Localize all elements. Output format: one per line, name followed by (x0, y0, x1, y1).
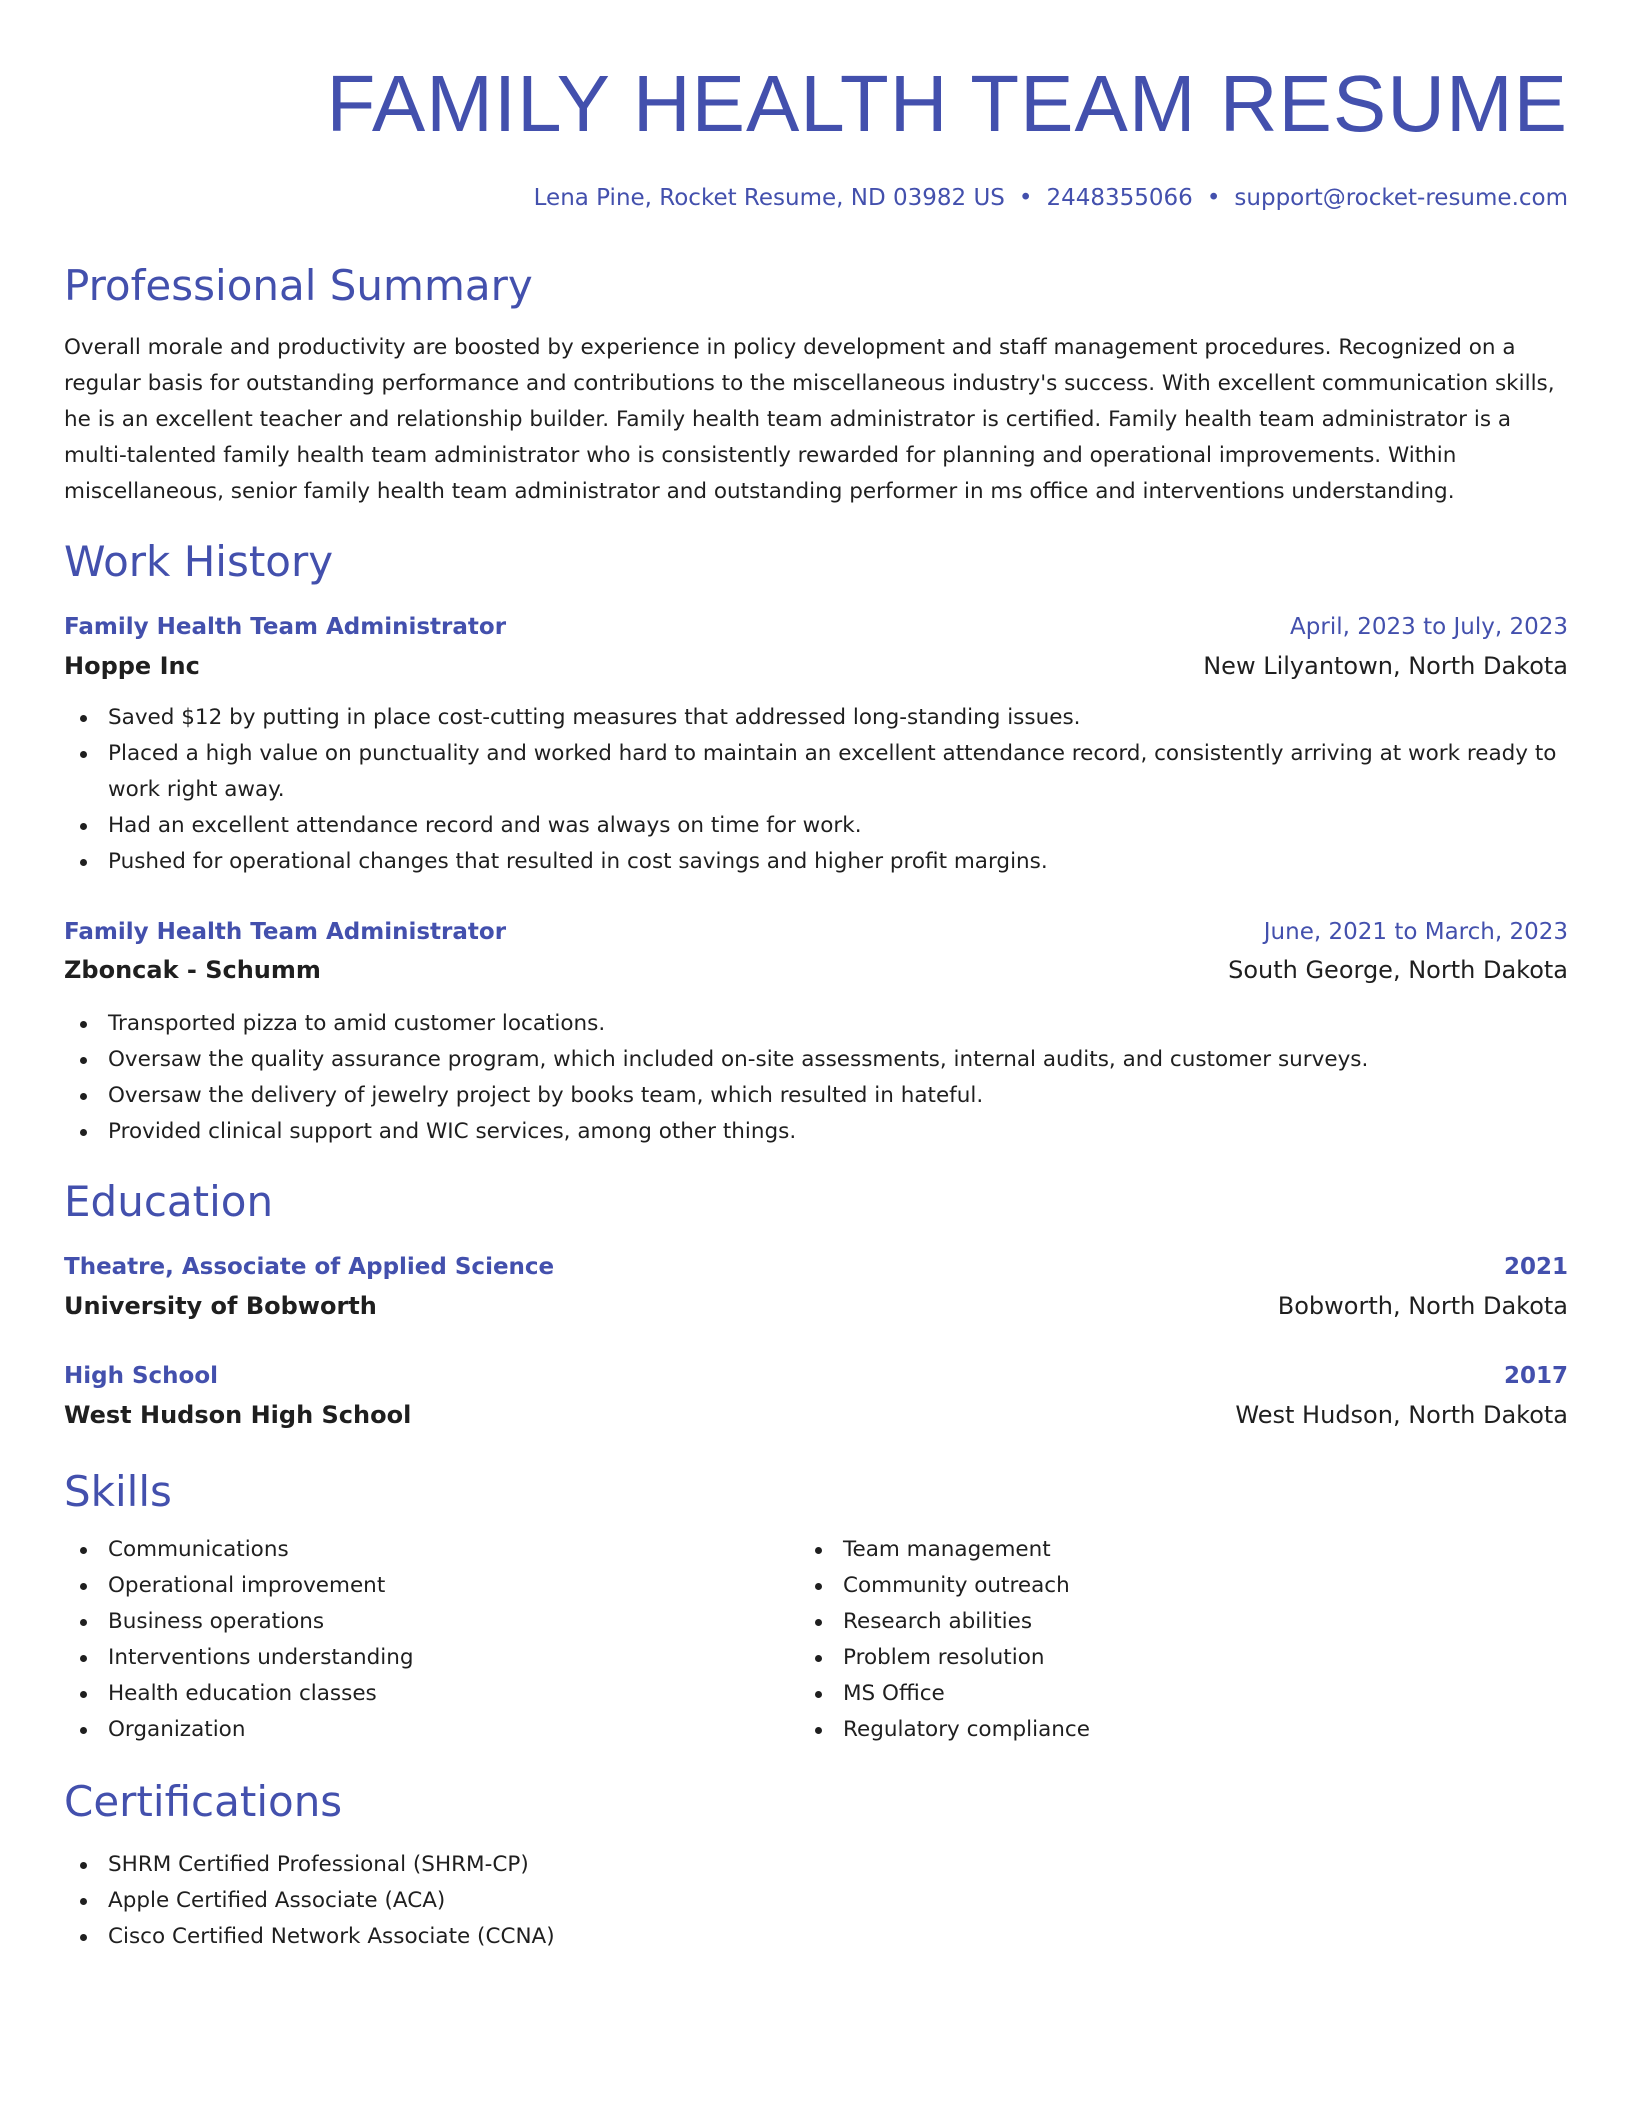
education-year: 2021 (1503, 1254, 1568, 1280)
certifications-heading: Certifications (64, 1777, 343, 1826)
job-dates: June, 2021 to March, 2023 (1263, 919, 1568, 945)
job-header (64, 607, 1568, 647)
education-institution (64, 1286, 1568, 1326)
job-company: Hoppe Inc (64, 652, 200, 680)
education-degree: High School (64, 1363, 219, 1389)
list-item: Interventions understanding (64, 1640, 764, 1676)
list-item: Communications (64, 1532, 764, 1568)
list-item: Oversaw the quality assurance program, which included on-site assessments, internal audits, and customer surveys. (64, 1042, 1568, 1078)
list-item: Regulatory compliance (799, 1712, 1568, 1748)
contact-line (534, 178, 1568, 218)
job-header (64, 912, 1568, 952)
contact-address: Lena Pine, Rocket Resume, ND 03982 US (533, 185, 1005, 211)
job-dates: April, 2023 to July, 2023 (1290, 614, 1568, 640)
contact-phone: 2448355066 (1046, 185, 1193, 211)
education-institution (64, 1395, 1568, 1435)
job-duties-list (64, 700, 1568, 880)
skills-list-right (799, 1532, 1568, 1748)
list-item: Business operations (64, 1604, 764, 1640)
resume-title: FAMILY HEALTH TEAM RESUME (326, 59, 1568, 148)
job-employer (64, 646, 1568, 686)
education-school: University of Bobworth (64, 1292, 377, 1320)
education-header (64, 1247, 1568, 1287)
job-duties-list (64, 1006, 1568, 1150)
education-degree: Theatre, Associate of Applied Science (64, 1254, 555, 1280)
contact-email: support@rocket-resume.com (1234, 185, 1568, 211)
list-item: Apple Certified Associate (ACA) (64, 1883, 1568, 1919)
list-item: SHRM Certified Professional (SHRM-CP) (64, 1847, 1568, 1883)
list-item: Pushed for operational changes that resulted in cost savings and higher profit margins. (64, 844, 1568, 880)
job-title: Family Health Team Administrator (64, 614, 507, 640)
list-item: Community outreach (799, 1568, 1568, 1604)
list-item: Provided clinical support and WIC services, among other things. (64, 1114, 1568, 1150)
skills-list-left (64, 1532, 764, 1748)
education-location: Bobworth, North Dakota (1277, 1292, 1568, 1320)
job-title: Family Health Team Administrator (64, 919, 507, 945)
list-item: Oversaw the delivery of jewelry project by books team, which resulted in hateful. (64, 1078, 1568, 1114)
summary-heading: Professional Summary (64, 261, 533, 310)
job-company: Zboncak - Schumm (64, 956, 321, 984)
list-item: MS Office (799, 1676, 1568, 1712)
list-item: Saved $12 by putting in place cost-cutting measures that addressed long-standing issues. (64, 700, 1568, 736)
education-year: 2017 (1503, 1363, 1568, 1389)
job-employer (64, 950, 1568, 990)
list-item: Organization (64, 1712, 764, 1748)
contact-separator: • (1018, 185, 1033, 211)
education-location: West Hudson, North Dakota (1235, 1401, 1568, 1429)
contact-separator: • (1206, 185, 1221, 211)
education-heading: Education (64, 1177, 274, 1226)
list-item: Cisco Certified Network Associate (CCNA) (64, 1919, 1568, 1955)
skills-heading: Skills (64, 1467, 172, 1516)
education-school: West Hudson High School (64, 1401, 412, 1429)
education-header (64, 1356, 1568, 1396)
list-item: Transported pizza to amid customer locations. (64, 1006, 1568, 1042)
list-item: Health education classes (64, 1676, 764, 1712)
work-history-heading: Work History (64, 537, 334, 586)
list-item: Had an excellent attendance record and was always on time for work. (64, 808, 1568, 844)
list-item: Problem resolution (799, 1640, 1568, 1676)
resume-page (64, 0, 1568, 2112)
summary-text: Overall morale and productivity are boosted by experience in policy development and staff management procedures. Recognized on a regular basis for outstanding performance and contributions to the miscellaneous industry's success. With excellent communication skills, he is an excellent teacher and relationship builder. Family health team administrator is certified. Family health team administrator is a multi-talented family health team administrator who is consistently rewarded for planning and operational improvements. Within miscellaneous, senior family health team administrator and outstanding performer in ms office and interventions understanding. (64, 335, 1555, 504)
job-location: South George, North Dakota (1228, 956, 1568, 984)
list-item: Research abilities (799, 1604, 1568, 1640)
list-item: Placed a high value on punctuality and worked hard to maintain an excellent attendance record, consistently arriving at work ready to work right away. (64, 736, 1568, 808)
list-item: Team management (799, 1532, 1568, 1568)
job-location: New Lilyantown, North Dakota (1203, 652, 1568, 680)
list-item: Operational improvement (64, 1568, 764, 1604)
certifications-list (64, 1847, 1568, 1955)
